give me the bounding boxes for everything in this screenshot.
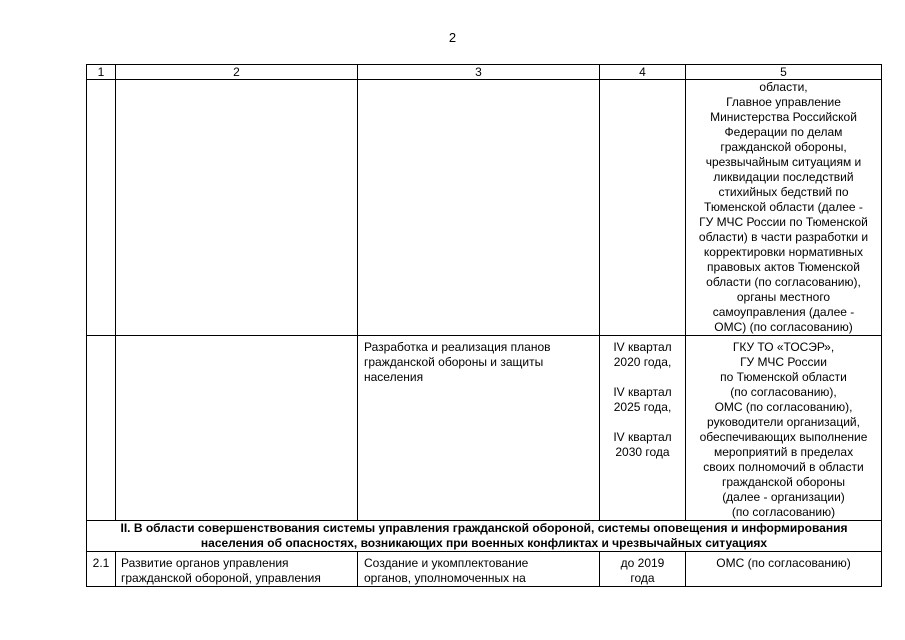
text-line: органов, уполномоченных на [364,571,526,585]
text-line: Развитие органов управления [121,556,289,570]
text-line: населения [364,370,424,384]
column-header: 5 [686,65,882,80]
measure-direction-cell [116,552,358,587]
text-line: по Тюменской области [720,370,847,384]
section-heading-line: II. В области совершенствования системы управления гражданской обороной, системы оповещения и информирования [120,521,848,535]
section-heading [87,521,882,552]
text-line: (далее - организации) [722,490,845,504]
section-heading-row [87,521,882,552]
table-cell [116,80,358,336]
responsible-cell [686,80,882,336]
measures-table [86,64,882,587]
text-line: обеспечивающих выполнение [699,430,868,444]
deadline-cell [600,552,686,587]
text-line: области, [759,80,808,94]
text-line: гражданской обороны, [720,140,847,154]
column-header: 2 [116,65,358,80]
text-line: чрезвычайным ситуациям и [705,155,862,169]
page-number: 2 [448,30,457,45]
table-cell [116,336,358,521]
text-line: Тюменской области (далее - [704,200,863,214]
text-line: ОМС) (по согласованию) [714,320,853,334]
column-header: 1 [87,65,116,80]
table-cell [358,80,600,336]
row-number: 2.1 [87,552,116,587]
table-row [87,80,882,336]
text-line: (по согласованию) [731,505,836,519]
text-line: ликвидации последствий [713,170,854,184]
text-line: IV квартал [613,340,672,354]
text-line: ГУ МЧС России по Тюменской [699,215,868,229]
text-line: до 2019 [620,556,665,570]
text-line: органы местного [736,290,831,304]
text-line: Министерства Российской [710,110,857,124]
measure-cell [358,336,600,521]
text-line: гражданской обороны и защиты [364,355,544,369]
text-line: Разработка и реализация планов [364,340,551,354]
table-cell [600,80,686,336]
text-line: года [630,571,655,585]
text-line: правовых актов Тюменской [707,260,860,274]
text-line: ОМС (по согласованию) [716,556,851,570]
text-line: мероприятий в пределах [713,445,854,459]
text-line: 2030 года [615,445,670,459]
text-line: корректировки нормативных [703,245,864,259]
deadline-cell [600,336,686,521]
text-line: IV квартал [613,430,672,444]
text-line: (по согласованию), [730,385,837,399]
table-row [87,552,882,587]
column-header: 4 [600,65,686,80]
text-line: руководители организаций, [707,415,860,429]
measure-cell [358,552,600,587]
text-line: Создание и укомплектование [364,556,529,570]
responsible-cell [686,336,882,521]
text-line: гражданской обороны [722,475,845,489]
text-line: ГУ МЧС России [740,355,827,369]
table-row [87,336,882,521]
text-line: 2020 года, [613,355,672,369]
column-header: 3 [358,65,600,80]
table-cell [87,336,116,521]
column-number-row [87,65,882,80]
section-heading-line: населения об опасностях, возникающих при военных конфликтах и чрезвычайных ситуациях [200,536,768,550]
text-line: ГКУ ТО «ТОСЭР», [732,340,835,354]
text-line: ОМС (по согласованию), [714,400,853,414]
responsible-cell [686,552,882,587]
text-line: гражданской обороной, управления [121,571,321,585]
text-line: Федерации по делам [724,125,843,139]
text-line: самоуправления (далее - [712,305,855,319]
text-line: 2025 года, [613,400,672,414]
text-line: области) в части разработки и [698,230,869,244]
text-line: IV квартал [613,385,672,399]
text-line: своих полномочий в области [703,460,864,474]
text-line: области (по согласованию), [706,275,861,289]
text-line: Главное управление [726,95,841,109]
table-cell [87,80,116,336]
text-line: стихийных бедствий по [718,185,849,199]
